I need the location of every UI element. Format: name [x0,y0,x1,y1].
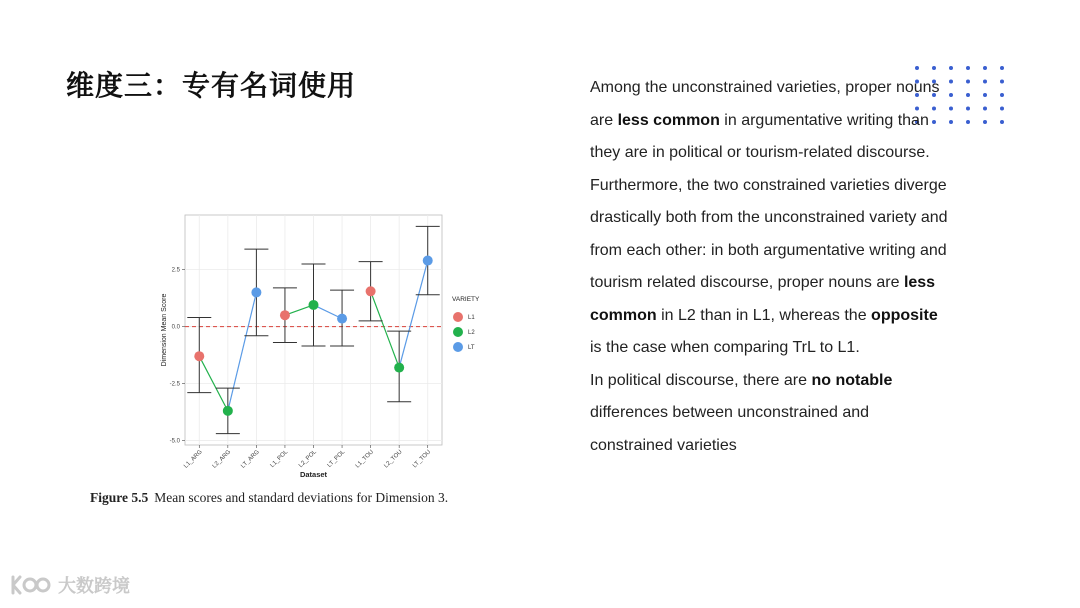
decoration-dot [966,120,970,124]
paragraph-text: differences between unconstrained and constrained varieties [590,404,870,454]
legend-label: L1 [468,315,475,321]
emphasis-text: opposite [871,306,938,324]
paragraph-text: in L2 than in L1, whereas the [656,306,872,324]
y-tick-label: -2.5 [169,381,180,388]
x-tick-label: LT_POL [326,449,347,469]
body-paragraph [590,170,950,365]
decoration-dot [983,66,987,70]
decoration-dot [983,107,987,111]
y-axis-label: Dimension Mean Score [161,293,168,367]
x-tick-label: L2_POL [298,449,318,469]
y-tick-label: -5.0 [169,438,180,445]
decoration-dot [966,66,970,70]
x-axis-label: Dataset [299,470,328,479]
paragraph-text: Furthermore, the two constrained varieties diverge drastically both from the unconstrained variety and from each other: in both argumentative writing and tourism related discourse, proper nouns are [590,176,948,291]
paragraph-text: Among the unconstrained varieties, proper nouns are [590,79,940,129]
emphasis-text: no notable [811,371,893,389]
x-tick-label: LT_ARG [240,449,261,470]
decoration-dot [966,80,970,84]
watermark-logo-icon [10,573,52,597]
decoration-dot [966,107,970,111]
decoration-dot [983,93,987,97]
body-paragraph [590,72,950,170]
x-tick-label: L1_ARG [183,449,204,470]
decoration-dot [1000,93,1004,97]
decoration-dot [915,66,919,70]
legend-swatch [453,327,463,337]
y-tick-label: 2.5 [171,267,180,274]
slide-title: 维度三：专有名词使用 [66,69,357,102]
legend-label: LT [468,345,475,351]
legend-title: VARIETY [452,296,480,303]
paragraph-text: in argumentative writing than they are in political or tourism-related discourse. [590,111,930,161]
x-tick-label: LT_TOU [412,449,433,470]
caption-label: Figure 5.5 [90,490,149,505]
body-text [590,72,950,462]
data-point [337,314,347,324]
data-point [223,406,233,416]
x-tick-label: L1_TOU [354,449,376,470]
data-point [394,363,404,373]
dimension-3-chart [150,205,510,487]
data-point [309,300,319,310]
x-tick-label: L2_ARG [211,449,233,470]
data-point [251,287,261,297]
paragraph-text: In political discourse, there are [590,371,812,389]
body-paragraph [590,365,950,463]
decoration-dot [983,120,987,124]
paragraph-text: is the case when comparing TrL to L1. [590,339,860,356]
legend-label: L2 [468,330,475,336]
y-tick-label: 0.0 [171,324,180,331]
data-point [280,310,290,320]
emphasis-text: less common [617,111,720,129]
data-point [194,351,204,361]
watermark-text: 大数跨境 [58,576,130,597]
caption-text: Mean scores and standard deviations for Dimension 3. [154,490,449,505]
decoration-dot [932,66,936,70]
data-point [366,286,376,296]
decoration-dot [1000,80,1004,84]
decoration-dot [983,80,987,84]
x-tick-label: L2_TOU [383,449,404,470]
emphasis-text: less common [590,274,936,324]
x-tick-label: L1_POL [269,449,290,469]
decoration-dot [1000,66,1004,70]
decoration-dot [949,66,953,70]
legend-swatch [453,342,463,352]
decoration-dot [1000,120,1004,124]
watermark [10,572,130,598]
data-point [423,256,433,266]
decoration-dot [966,93,970,97]
figure-caption [90,490,448,506]
legend-swatch [453,312,463,322]
decoration-dot [1000,107,1004,111]
